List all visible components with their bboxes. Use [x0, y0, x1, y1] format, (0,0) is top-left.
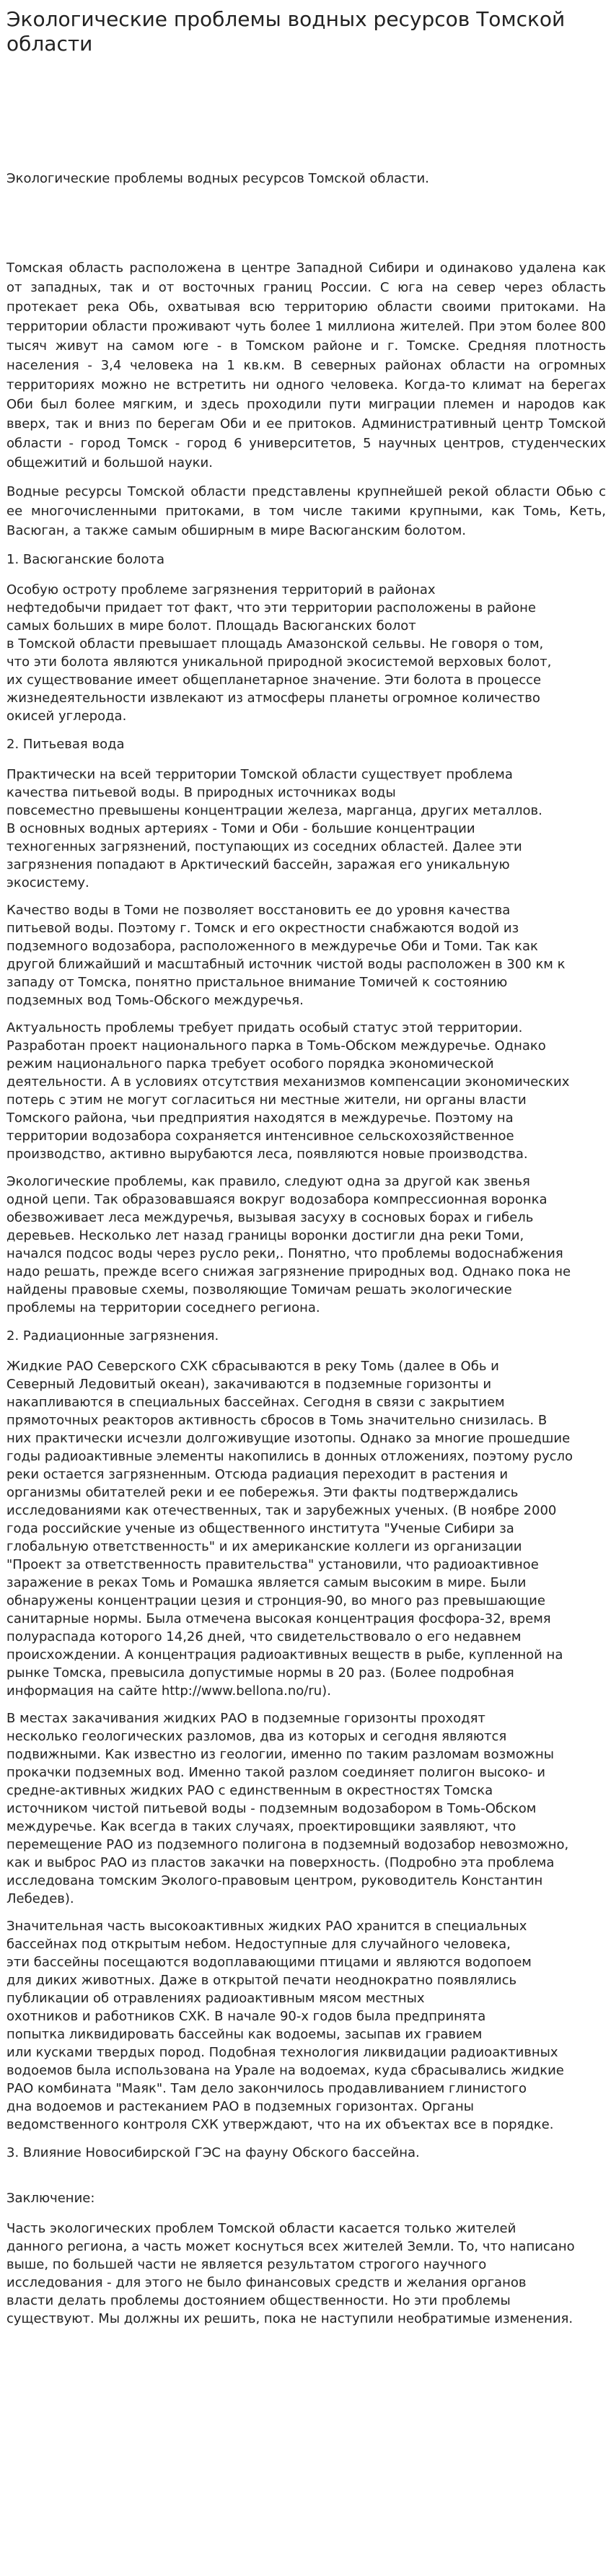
vasyugan-paragraph: Особую остроту проблеме загрязнения территорий в районах нефтедобычи придает тот факт, что эти территории расположены в районе самых больших в мире болот. Площадь Васюганских болот в Томской области превышает площадь Амазонской сельвы. Не говоря о том, что эти болота являются уникальной природной экосистемой верховых болот, их существование имеет общепланетарное значение. Эти болота в процессе жизнедеятельности извлекают из атмосферы планеты огромное количество окисей углерода.: [6, 582, 552, 724]
conclusion-paragraph: Часть экологических проблем Томской области касается только жителей данного региона, а часть может коснуться всех жителей Земли. То, что написано выше, по большей части не является результатом строгого научного исследования - для этого не было финансовых средств и желания органов власти делать проблемы достоянием общественности. Но эти проблемы существуют. Мы должны их решить, пока не наступили необратимые изменения.: [6, 2221, 575, 2326]
subtitle: Экологические проблемы водных ресурсов Томской области.: [6, 171, 429, 186]
water-resources-paragraph: Водные ресурсы Томской области представлены крупнейшей рекой области Обью с ее многочисленными притоками, в том числе такими крупными, как Томь, Кеть, Васюган, а также самым обширным в мире Васюганским болотом.: [6, 484, 606, 538]
drinking-water-paragraph-2: Качество воды в Томи не позволяет восстановить ее до уровня качества питьевой воды. Поэтому г. Томск и его окрестности снабжаются водой из подземного водозабора, расположенного в междуречье Оби и Томи. Так как другой ближайший и масштабный источник чистой воды расположен в 300 км к западу от Томска, понятно пристальное внимание Томичей к состоянию подземных вод Томь-Обского междуречья.: [6, 903, 566, 1008]
radiation-paragraph-2: В местах закачивания жидких РАО в подземные горизонты проходят несколько геологических разломов, два из которых и сегодня являются подвижными. Как известно из геологии, именно по таким разломам возможны прокачки подземных вод. Именно такой разлом соединяет полигон высоко- и средне-активных жидких РАО с единственным в окрестностях Томска источником чистой питьевой воды - подземным водозабором в Томь-Обском междуречье. Как всегда в таких случаях, проектировщики заявляют, что перемещение РАО из подземного полигона в подземный водозабор невозможно, как и выброс РАО из пластов закачки на поверхность. (Подробно эта проблема исследована томским Эколого-правовым центром, руководитель Константин Лебедев).: [6, 1711, 569, 1906]
spacer: [6, 2174, 606, 2186]
section-heading-radiation: 2. Радиационные загрязнения.: [6, 1328, 219, 1344]
drinking-water-paragraph-4: Экологические проблемы, как правило, следуют одна за другой как звенья одной цепи. Так образовавшаяся вокруг водозабора компрессионная воронка обезвоживает леса междуречья, вызывая засуху в сосновых борах и гибель деревьев. Несколько лет назад границы воронки достигли дна реки Томи, начался подсос воды через русло реки,. Понятно, что проблемы водоснабжения надо решать, прежде всего снижая загрязнение природных вод. Однако пока не найдены правовые схемы, позволяющие Томичам решать экологические проблемы на территории соседнего региона.: [6, 1174, 571, 1315]
radiation-paragraph-3: Значительная часть высокоактивных жидких РАО хранится в специальных бассейнах под открытым небом. Недоступные для случайного человека, эти бассейны посещаются водоплавающими птицами и являются водопоем для диких животных. Даже в открытой печати неоднократно появлялись публикации об отравлениях радиоактивным мясом местных охотников и работников СХК. В начале 90-х годов была предпринята попытка ликвидировать бассейны как водоемы, засыпав их гравием или кусками твердых пород. Подобная технология ликвидации радиоактивных водоемов была использована на Урале на водоемах, куда сбрасывались жидкие РАО комбината "Маяк". Там дело закончилось продавливанием глинистого дна водоемов и растеканием РАО в подземных горизонтах. Органы ведомственного контроля СХК утверждают, что на их объектах все в порядке.: [6, 1919, 564, 2132]
radiation-paragraph-1: Жидкие РАО Северского СХК сбрасываются в реку Томь (далее в Обь и Северный Ледовитый океан), закачиваются в подземные горизонты и накапливаются в специальных бассейнах. Сегодня в связи с закрытием прямоточных реакторов активность сбросов в Томь значительно снизилась. В них практически исчезли долгоживущие изотопы. Однако за многие прошедшие годы радиоактивные элементы накопились в донных отложениях, поэтому русло реки остается загрязненным. Отсюда радиация переходит в растения и организмы обитателей реки и ее побережья. Эти факты подтверждались исследованиями как отечественных, так и зарубежных ученых. (В ноябре 2000 года российские ученые из общественного института "Ученые Сибири за глобальную ответственность" и их американские коллеги из организации "Проект за ответственность правительства" установили, что радиоактивное заражение в реках Томь и Ромашка является самым высоким в мире. Были обнаружены концентрации цезия и стронция-90, во много раз превышающие санитарные нормы. Была отмечена высокая концентрация фосфора-32, время полураспада которого 14,26 дней, что свидетельствовало о его недавнем происхождении. А концентрация радиоактивных веществ в рыбе, купленной на рынке Томска, превысила допустимые нормы в 20 раз. (Более подробная информация на сайте http://www.bellona.no/ru).: [6, 1359, 573, 1699]
section-heading-novosibirsk-ges: 3. Влияние Новосибирской ГЭС на фауну Обского бассейна.: [6, 2145, 420, 2160]
drinking-water-paragraph-3: Актуальность проблемы требует придать особый статус этой территории. Разработан проект национального парка в Томь-Обском междуречье. Однако режим национального парка требует особого порядка экономической деятельности. А в условиях отсутствия механизмов компенсации экономических потерь с этим не могут согласиться ни местные жители, ни органы власти Томского района, чьи предприятия находятся в междуречье. Поэтому на территории водозабора сохраняется интенсивное сельскохозяйственное производство, активно вырубаются леса, появляются новые производства.: [6, 1020, 570, 1162]
page-title: Экологические проблемы водных ресурсов Томской области: [6, 7, 566, 56]
drinking-water-paragraph-1: Практически на всей территории Томской области существует проблема качества питьевой воды. В природных источниках воды повсеместно превышены концентрации железа, марганца, других металлов. В основных водных артериях - Томи и Оби - большие концентрации техногенных загрязнений, поступающих из соседних областей. Далее эти загрязнения попадают в Арктический бассейн, заражая его уникальную экосистему.: [6, 767, 542, 890]
article-body: [6, 258, 606, 2328]
section-heading-drinking-water: 2. Питьевая вода: [6, 737, 125, 752]
section-heading-vasyugan: 1. Васюганские болота: [6, 552, 164, 567]
lead-paragraph: Томская область расположена в центре Западной Сибири и одинаково удалена как от западных, так и от восточных границ России. С юга на север через область протекает река Обь, охватывая всю территорию области своими притоками. На территории области проживают чуть более 1 миллиона жителей. При этом более 800 тысяч живут на самом юге - в Томском районе и г. Томске. Средняя плотность населения - 3,4 человека на 1 кв.км. В северных районах области на огромных территориях можно не встретить ни одного человека. Когда-то климат на берегах Оби был более мягким, и здесь проходили пути миграции племен и народов как вверх, так и вниз по берегам Оби и ее притоков. Административный центр Томской области - город Томск - город 6 университетов, 5 научных центров, студенческих общежитий и большой науки.: [6, 260, 606, 470]
section-heading-conclusion: Заключение:: [6, 2191, 95, 2206]
